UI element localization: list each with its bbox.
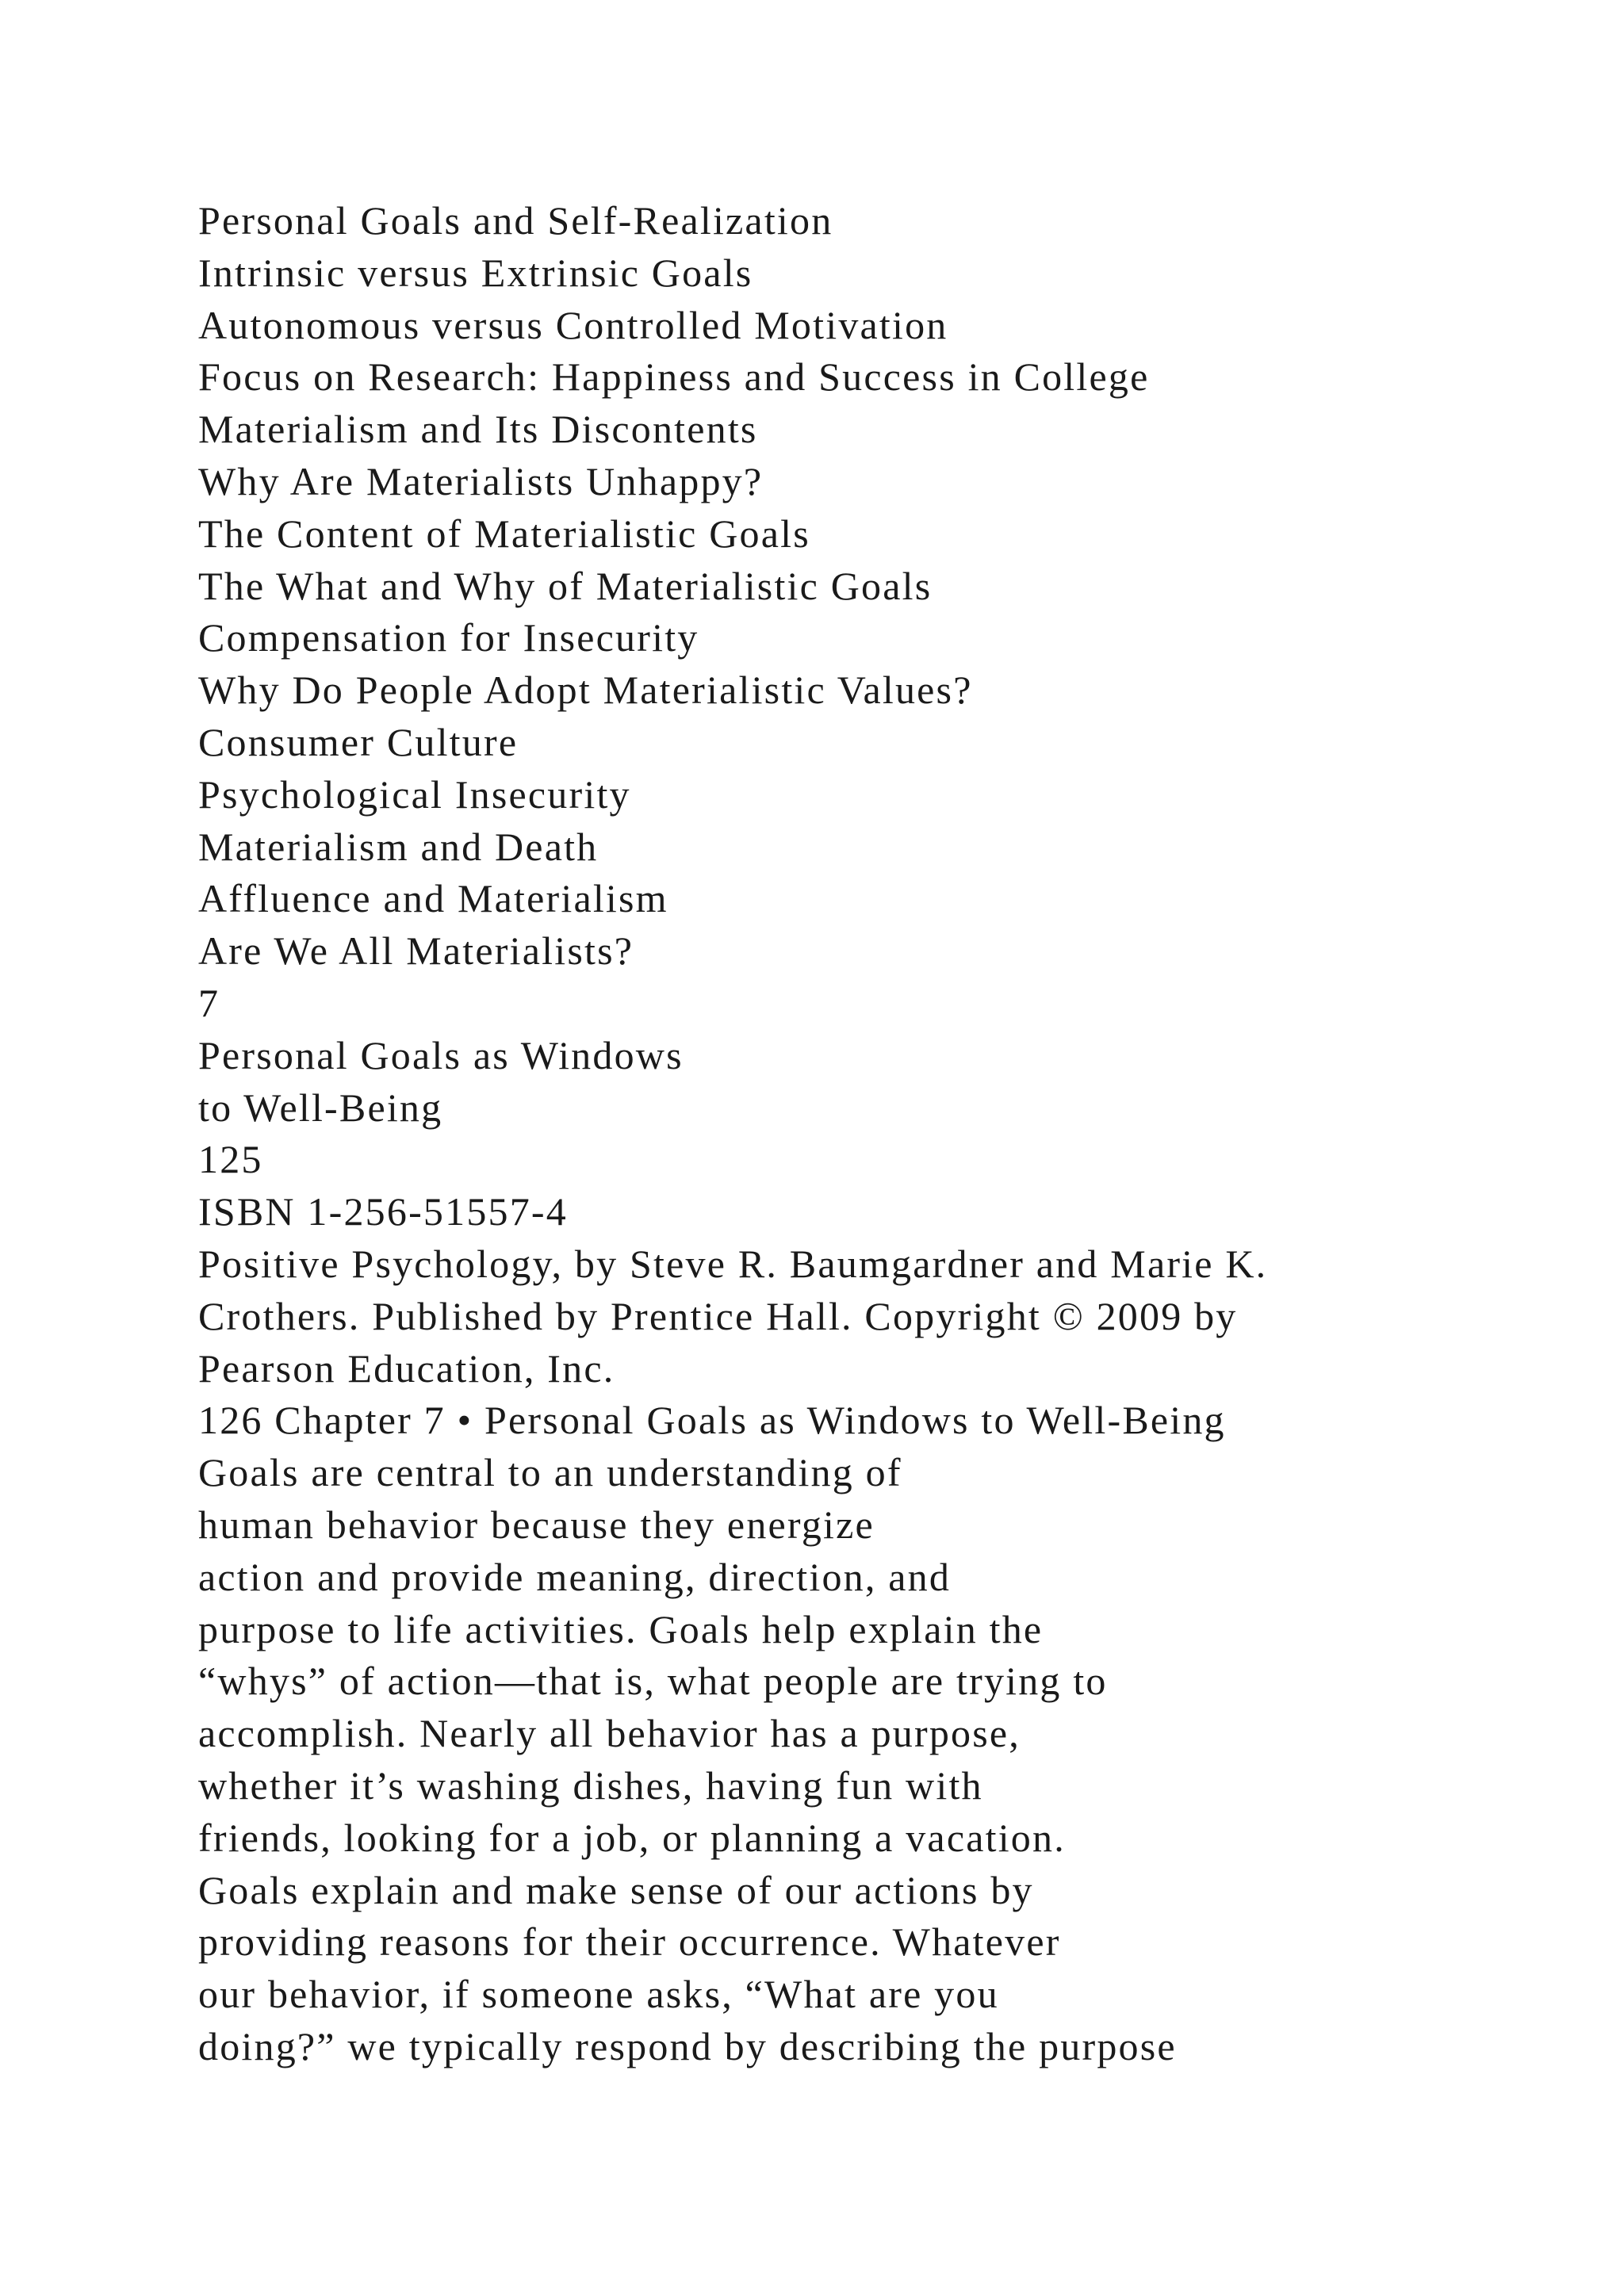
body-line: accomplish. Nearly all behavior has a purpose, bbox=[198, 1711, 1021, 1756]
body-line: doing?” we typically respond by describing the purpose bbox=[198, 2023, 1177, 2068]
body-line: action and provide meaning, direction, and bbox=[198, 1554, 952, 1599]
copyright-line-1: Positive Psychology, by Steve R. Baumgardner and Marie K. bbox=[198, 1241, 1268, 1286]
body-line: our behavior, if someone asks, “What are you bbox=[198, 1972, 999, 2017]
isbn-line: ISBN 1-256-51557-4 bbox=[198, 1189, 568, 1234]
toc-entry-compensation-insecurity: Compensation for Insecurity bbox=[198, 615, 699, 660]
body-line: friends, looking for a job, or planning a vacation. bbox=[198, 1815, 1066, 1860]
toc-entry-what-and-why: The What and Why of Materialistic Goals bbox=[198, 563, 933, 608]
body-line: whether it’s washing dishes, having fun with bbox=[198, 1762, 983, 1808]
body-line: human behavior because they energize bbox=[198, 1502, 875, 1547]
toc-entry-autonomous-controlled: Autonomous versus Controlled Motivation bbox=[198, 302, 948, 347]
toc-entry-intrinsic-extrinsic: Intrinsic versus Extrinsic Goals bbox=[198, 250, 753, 295]
toc-entry-all-materialists: Are We All Materialists? bbox=[198, 928, 634, 974]
chapter-title-line-1: Personal Goals as Windows bbox=[198, 1032, 684, 1077]
toc-entry-psychological-insecurity: Psychological Insecurity bbox=[198, 771, 631, 817]
chapter-number: 7 bbox=[198, 980, 220, 1025]
page-number: 125 bbox=[198, 1137, 263, 1182]
toc-entry-materialism-discontents: Materialism and Its Discontents bbox=[198, 407, 758, 452]
running-header: 126 Chapter 7 • Personal Goals as Windows to Well-Being bbox=[198, 1398, 1226, 1443]
chapter-title-line-2: to Well-Being bbox=[198, 1085, 443, 1130]
body-line: “whys” of action—that is, what people are trying to bbox=[198, 1659, 1108, 1704]
toc-entry-materialism-death: Materialism and Death bbox=[198, 824, 599, 869]
toc-entry-materialists-unhappy: Why Are Materialists Unhappy? bbox=[198, 458, 764, 503]
toc-entry-consumer-culture: Consumer Culture bbox=[198, 719, 519, 764]
body-line: providing reasons for their occurrence. Whatever bbox=[198, 1919, 1061, 1965]
toc-entry-affluence-materialism: Affluence and Materialism bbox=[198, 876, 668, 921]
body-line: Goals are central to an understanding of bbox=[198, 1450, 902, 1495]
toc-entry-personal-goals: Personal Goals and Self-Realization bbox=[198, 198, 833, 243]
toc-entry-focus-on-research: Focus on Research: Happiness and Success in College bbox=[198, 354, 1150, 400]
body-line: purpose to life activities. Goals help explain the bbox=[198, 1606, 1044, 1651]
copyright-line-3: Pearson Education, Inc. bbox=[198, 1345, 615, 1391]
toc-entry-adopt-materialistic-values: Why Do People Adopt Materialistic Values? bbox=[198, 668, 973, 713]
copyright-line-2: Crothers. Published by Prentice Hall. Copyright © 2009 by bbox=[198, 1293, 1238, 1338]
document-text bbox=[198, 195, 1267, 2073]
body-line: Goals explain and make sense of our actions by bbox=[198, 1867, 1034, 1912]
toc-entry-content-materialistic-goals: The Content of Materialistic Goals bbox=[198, 511, 810, 556]
